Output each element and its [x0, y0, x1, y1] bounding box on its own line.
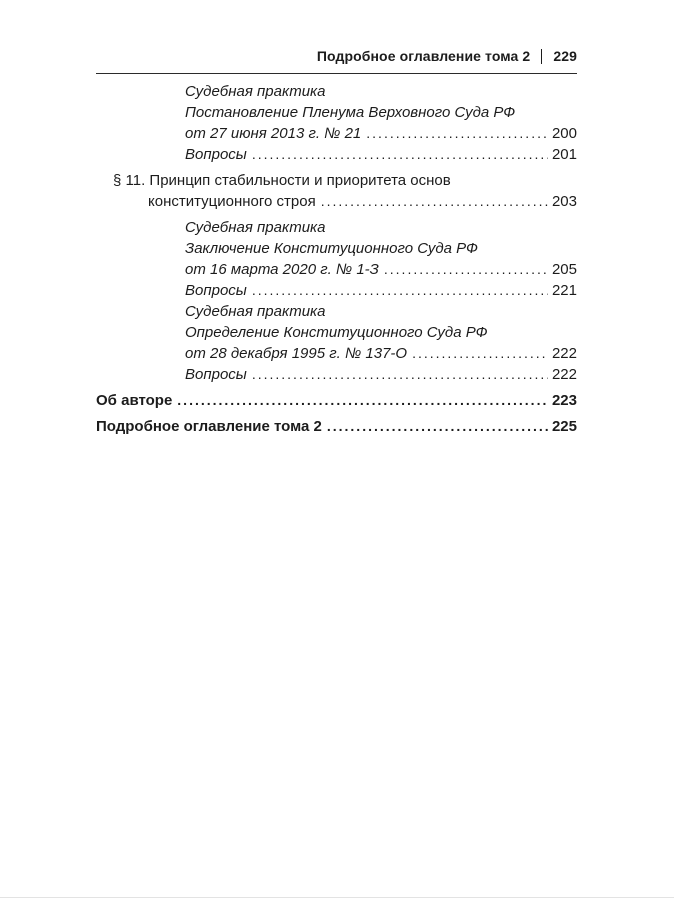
- toc-entry: [96, 280, 577, 301]
- dot-leader: [384, 259, 548, 280]
- toc-entry: [96, 416, 577, 437]
- toc-entry: [96, 170, 577, 191]
- toc-entry-text: § 11. Принцип стабильности и приоритета основ: [113, 172, 451, 189]
- toc-entry-text: конституционного строя: [148, 193, 316, 210]
- toc-entry-text: Постановление Пленума Верховного Суда РФ: [185, 104, 516, 121]
- dot-leader: [321, 191, 548, 212]
- dot-leader: [412, 343, 548, 364]
- header-divider: [541, 49, 542, 64]
- dot-leader: [327, 416, 548, 437]
- toc-entry: [96, 364, 577, 385]
- dot-leader: [252, 280, 548, 301]
- toc-entry: [96, 301, 577, 322]
- toc-entry-text: Судебная практика: [185, 83, 326, 100]
- toc-entry-text: Заключение Конституционного Суда РФ: [185, 240, 478, 257]
- toc-entry-text: Вопросы: [185, 366, 247, 383]
- toc-entry-text: Вопросы: [185, 146, 247, 163]
- toc-entry: [96, 259, 577, 280]
- toc-entry: [96, 322, 577, 343]
- toc-entry: [96, 81, 577, 102]
- toc-entry-text: от 16 марта 2020 г. № 1-З: [185, 261, 379, 278]
- toc-entry-text: Подробное оглавление тома 2: [96, 418, 322, 435]
- toc-page-number: 201: [551, 146, 577, 163]
- toc-page-number: 225: [551, 418, 577, 435]
- header-rule: [96, 73, 577, 74]
- toc-entry: [96, 390, 577, 411]
- dot-leader: [252, 144, 548, 165]
- toc-page-number: 200: [551, 125, 577, 142]
- toc-page-number: 222: [551, 366, 577, 383]
- toc-entry-text: Вопросы: [185, 282, 247, 299]
- toc-entry-text: Судебная практика: [185, 219, 326, 236]
- toc-page-number: 203: [551, 193, 577, 210]
- toc-entry: [96, 123, 577, 144]
- dot-leader: [177, 390, 548, 411]
- toc-entry-text: от 27 июня 2013 г. № 21: [185, 125, 362, 142]
- toc-entry: [96, 343, 577, 364]
- toc-entry: [96, 217, 577, 238]
- toc-page-number: 222: [551, 345, 577, 362]
- page-bottom-edge: [0, 897, 674, 898]
- toc-page-number: 223: [551, 392, 577, 409]
- toc-entry: [96, 102, 577, 123]
- toc-entry: [96, 238, 577, 259]
- toc-list: [96, 81, 577, 437]
- toc-entry: [96, 191, 577, 212]
- toc-entry-text: от 28 декабря 1995 г. № 137-О: [185, 345, 408, 362]
- dot-leader: [252, 364, 548, 385]
- toc-page-number: 221: [551, 282, 577, 299]
- toc-entry-text: Об авторе: [96, 392, 173, 409]
- running-header-title: Подробное оглавление тома 2: [316, 48, 531, 64]
- running-header: [96, 48, 577, 64]
- toc-entry: [96, 144, 577, 165]
- toc-entry-text: Определение Конституционного Суда РФ: [185, 324, 488, 341]
- toc-entry-text: Судебная практика: [185, 303, 326, 320]
- dot-leader: [366, 123, 548, 144]
- toc-page-number: 205: [551, 261, 577, 278]
- header-page-number: 229: [553, 48, 577, 64]
